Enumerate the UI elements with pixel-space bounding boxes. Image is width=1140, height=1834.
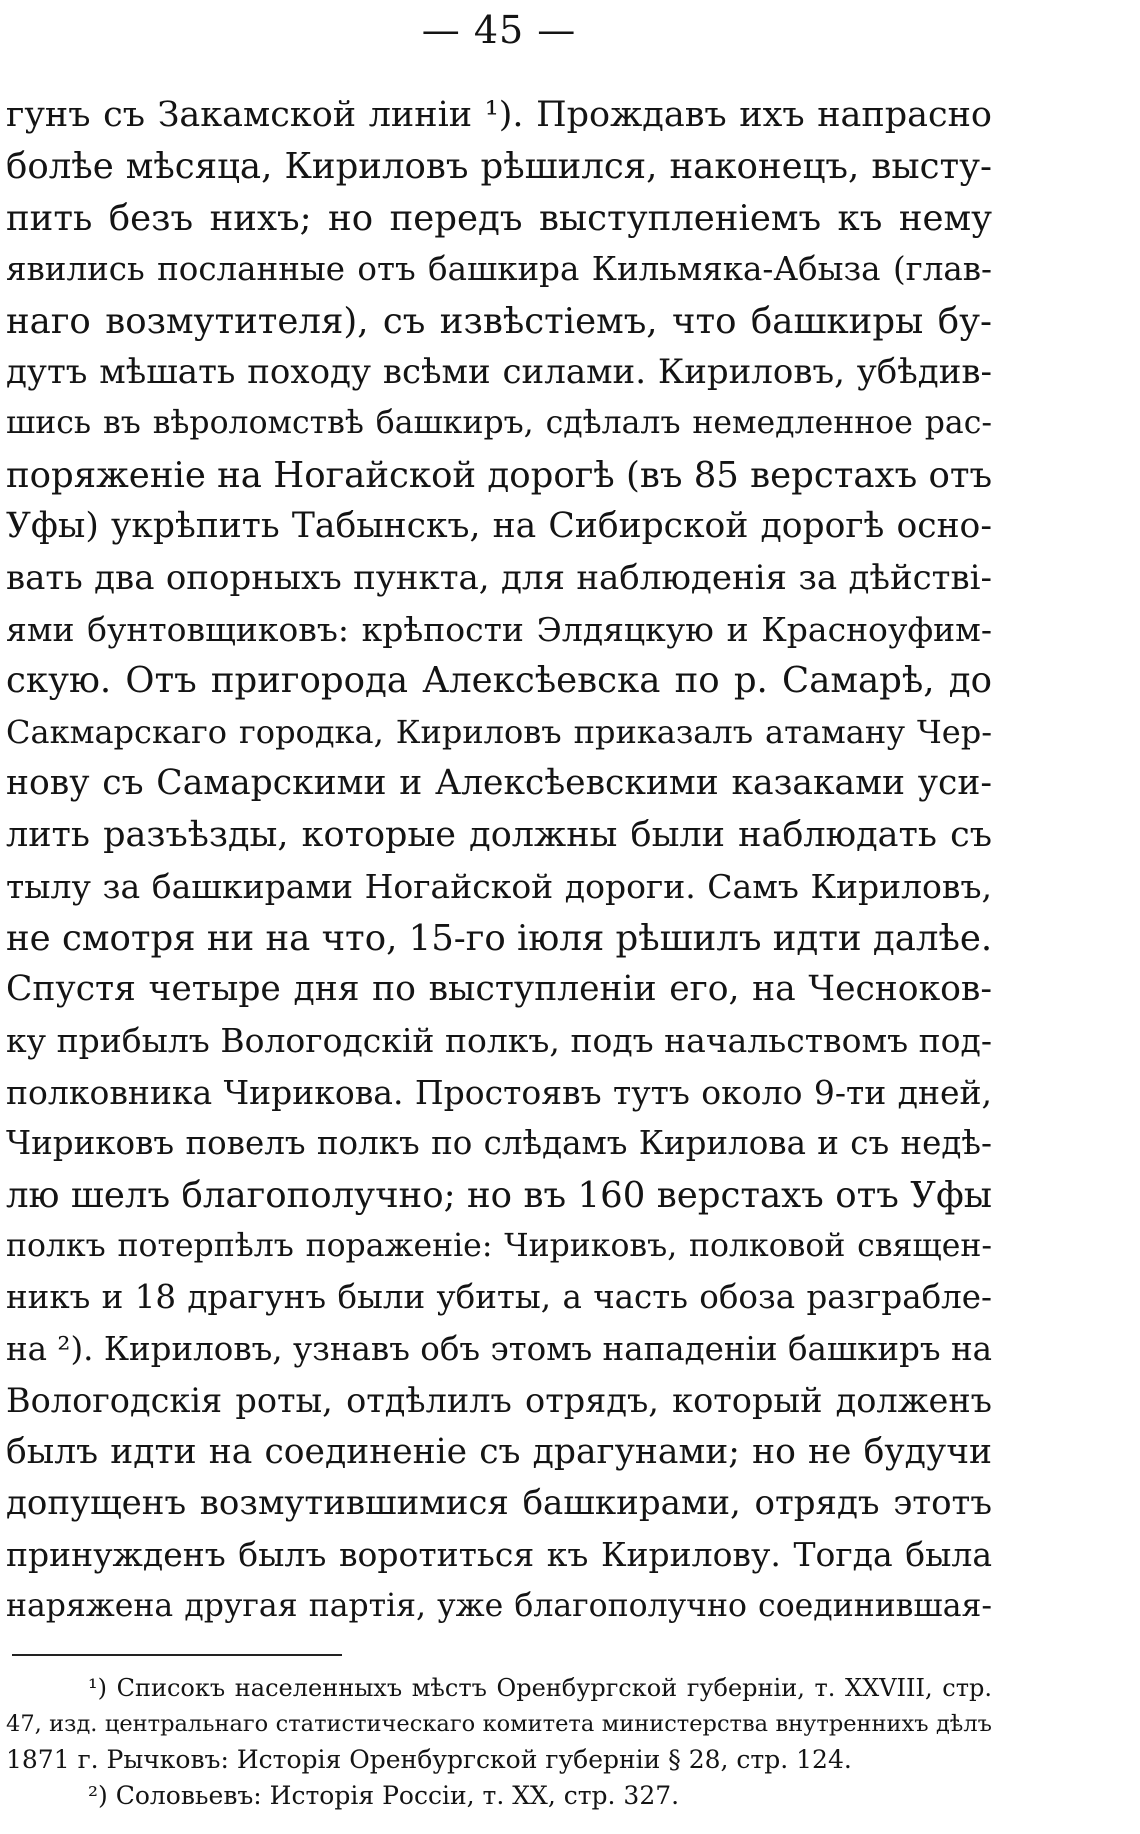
footnote-1-continuation: 47, изд. центральнаго статистическаго комитета министерства внутреннихъ дѣлъ: [6, 1711, 992, 1738]
body-line: гунъ съ Закамской линіи ¹). Прождавъ ихъ напрасно: [6, 95, 992, 135]
body-line: полковника Чирикова. Простоявъ тутъ около 9-ти дней,: [6, 1072, 992, 1112]
footnote-1-continuation: 1871 г. Рычковъ: Исторія Оренбургской губерніи § 28, стр. 124.: [6, 1745, 852, 1775]
body-line: болѣе мѣсяца, Кириловъ рѣшился, наконецъ, высту-: [6, 146, 992, 188]
body-line: принужденъ былъ воротиться къ Кирилову. Тогда была: [6, 1535, 992, 1575]
body-line: былъ идти на соединеніе съ драгунами; но не будучи: [6, 1431, 992, 1472]
body-text: [6, 90, 992, 1632]
body-line: поряженіе на Ногайской дорогѣ (въ 85 верстахъ отъ: [6, 454, 992, 496]
body-line: допущенъ возмутившимися башкирами, отрядъ этотъ: [6, 1482, 992, 1523]
body-line: шись въ вѣроломствѣ башкиръ, сдѣлалъ немедленное рас-: [6, 405, 992, 442]
body-line: тылу за башкирами Ногайской дороги. Самъ Кириловъ,: [6, 867, 992, 907]
footnote-1: ¹) Списокъ населенныхъ мѣстъ Оренбургской губерніи, т. XXVIII, стр.: [88, 1674, 992, 1703]
body-line: ями бунтовщиковъ: крѣпости Элдяцкую и Красноуфим-: [6, 610, 992, 650]
body-line: лю шелъ благополучно; но въ 160 верстахъ отъ Уфы: [6, 1174, 992, 1216]
body-line: Спустя четыре дня по выступленіи его, на Чесноков-: [6, 968, 992, 1009]
page-number: — 45 —: [421, 8, 577, 52]
body-line: на ²). Кириловъ, узнавъ объ этомъ нападеніи башкиръ на: [6, 1329, 992, 1368]
body-line: пить безъ нихъ; но передъ выступленіемъ къ нему: [6, 197, 992, 239]
body-line: наряжена другая партія, уже благополучно соединившая-: [6, 1587, 992, 1624]
body-line: никъ и 18 драгунъ были убиты, а часть обоза разграбле-: [6, 1278, 992, 1317]
footnote-2: ²) Соловьевъ: Исторія Россіи, т. XX, стр. 327.: [88, 1781, 680, 1811]
body-line: вать два опорныхъ пункта, для наблюденія за дѣйствi-: [6, 557, 992, 598]
body-line: наго возмутителя), съ извѣстіемъ, что башкиры бу-: [6, 300, 992, 342]
footnotes: [6, 1670, 992, 1814]
body-line: Сакмарскаго городка, Кириловъ приказалъ атаману Чер-: [6, 712, 992, 751]
body-line: скую. Отъ пригорода Алексѣевска по р. Самарѣ, до: [6, 660, 992, 702]
body-line: Чириковъ повелъ полкъ по слѣдамъ Кирилова и съ недѣ-: [6, 1124, 992, 1163]
body-line: не смотря ни на что, 15-го іюля рѣшилъ идти далѣе.: [6, 917, 992, 959]
body-line: дутъ мѣшать походу всѣми силами. Кириловъ, убѣдив-: [6, 352, 992, 393]
body-line: лить разъѣзды, которые должны были наблюдать съ: [6, 814, 992, 855]
body-line: явились посланные отъ башкира Кильмяка-Абыза (глав-: [6, 250, 992, 289]
footnote-divider: [12, 1654, 342, 1656]
body-line: Вологодскія роты, отдѣлилъ отрядъ, который долженъ: [6, 1381, 992, 1421]
body-line: Уфы) укрѣпить Табынскъ, на Сибирской дорогѣ осно-: [6, 506, 992, 547]
body-line: ку прибылъ Вологодскій полкъ, подъ начальствомъ под-: [6, 1021, 992, 1061]
body-line: нову съ Самарскими и Алексѣевскими казаками уси-: [6, 763, 992, 804]
body-line: полкъ потерпѣлъ пораженіе: Чириковъ, полковой священ-: [6, 1227, 992, 1264]
